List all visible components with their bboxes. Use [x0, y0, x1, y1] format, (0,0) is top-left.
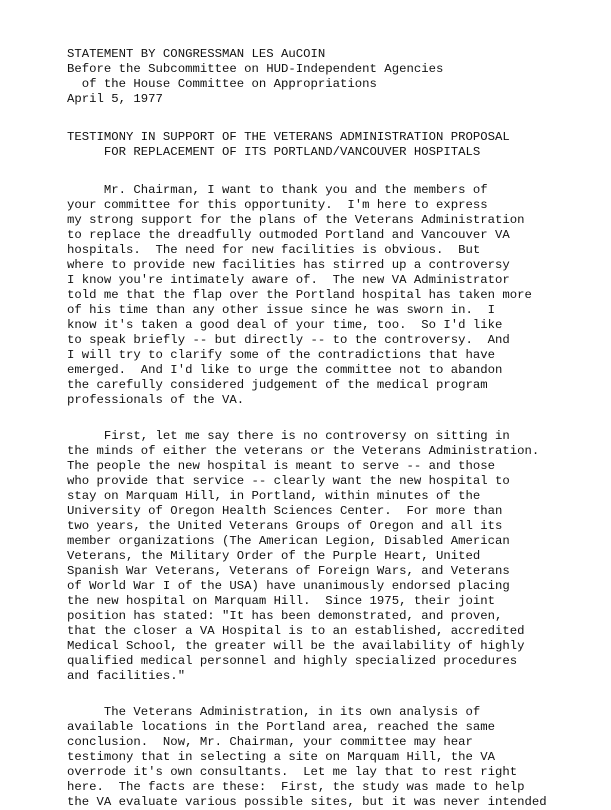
paragraph-2-line-2: the minds of either the veterans or the Veterans Administration.: [67, 444, 540, 458]
paragraph-2-line-8: member organizations (The American Legion, Disabled American: [67, 534, 510, 548]
paragraph-2-line-5: stay on Marquam Hill, in Portland, within minutes of the: [67, 489, 481, 503]
paragraph-1-line-2: your committee for this opportunity. I'm here to express: [67, 198, 488, 212]
paragraph-3-line-7: the VA evaluate various possible sites, but it was never intended: [67, 795, 547, 809]
paragraph-2-line-9: Veterans, the Military Order of the Purple Heart, United: [67, 549, 481, 563]
title-line-1: TESTIMONY IN SUPPORT OF THE VETERANS ADMINISTRATION PROPOSAL: [67, 130, 510, 144]
paragraph-2-line-1: First, let me say there is no controversy on sitting in: [67, 429, 510, 443]
paragraph-2-line-16: qualified medical personnel and highly specialized procedures: [67, 654, 518, 668]
paragraph-2-line-12: the new hospital on Marquam Hill. Since 1975, their joint: [67, 594, 496, 608]
paragraph-3-line-4: testimony that in selecting a site on Marquam Hill, the VA: [67, 750, 496, 764]
paragraph-1-line-15: professionals of the VA.: [67, 393, 245, 407]
paragraph-2-line-13: position has stated: "It has been demonstrated, and proven,: [67, 609, 503, 623]
paragraph-1-line-3: my strong support for the plans of the Veterans Administration: [67, 213, 525, 227]
paragraph-3-line-1: The Veterans Administration, in its own analysis of: [67, 705, 481, 719]
title-line-2: FOR REPLACEMENT OF ITS PORTLAND/VANCOUVER HOSPITALS: [67, 145, 481, 159]
paragraph-1-line-4: to replace the dreadfully outmoded Portland and Vancouver VA: [67, 228, 510, 242]
paragraph-3-line-5: overrode it's own consultants. Let me lay that to rest right: [67, 765, 518, 779]
paragraph-3-line-2: available locations in the Portland area, reached the same: [67, 720, 496, 734]
paragraph-2-line-3: The people the new hospital is meant to serve -- and those: [67, 459, 496, 473]
header-committee-line: of the House Committee on Appropriations: [67, 77, 377, 91]
paragraph-1-line-12: I will try to clarify some of the contradictions that have: [67, 348, 496, 362]
paragraph-1-line-7: I know you're intimately aware of. The new VA Administrator: [67, 273, 510, 287]
paragraph-1-line-14: the carefully considered judgement of the medical program: [67, 378, 488, 392]
paragraph-2-line-6: University of Oregon Health Sciences Center. For more than: [67, 504, 503, 518]
paragraph-1-line-11: to speak briefly -- but directly -- to the controversy. And: [67, 333, 510, 347]
header-before-line: Before the Subcommittee on HUD-Independent Agencies: [67, 62, 444, 76]
header-date-line: April 5, 1977: [67, 92, 163, 106]
paragraph-2-line-11: of World War I of the USA) have unanimously endorsed placing: [67, 579, 510, 593]
paragraph-1-line-6: where to provide new facilities has stirred up a controversy: [67, 258, 510, 272]
header-statement-line: STATEMENT BY CONGRESSMAN LES AuCOIN: [67, 47, 326, 61]
paragraph-2-line-10: Spanish War Veterans, Veterans of Foreign Wars, and Veterans: [67, 564, 510, 578]
paragraph-1-line-9: of his time than any other issue since he was sworn in. I: [67, 303, 496, 317]
paragraph-1-line-10: know it's taken a good deal of your time, too. So I'd like: [67, 318, 503, 332]
paragraph-2-line-15: Medical School, the greater will be the availability of highly: [67, 639, 525, 653]
paragraph-1-line-13: emerged. And I'd like to urge the committee not to abandon: [67, 363, 503, 377]
paragraph-2-line-4: who provide that service -- clearly want the new hospital to: [67, 474, 510, 488]
paragraph-2-line-7: two years, the United Veterans Groups of Oregon and all its: [67, 519, 503, 533]
paragraph-2-line-17: and facilities.": [67, 669, 186, 683]
paragraph-1-line-5: hospitals. The need for new facilities is obvious. But: [67, 243, 481, 257]
paragraph-1-line-1: Mr. Chairman, I want to thank you and the members of: [67, 183, 488, 197]
paragraph-2-line-14: that the closer a VA Hospital is to an established, accredited: [67, 624, 525, 638]
paragraph-3-line-6: here. The facts are these: First, the study was made to help: [67, 780, 525, 794]
paragraph-1-line-8: told me that the flap over the Portland hospital has taken more: [67, 288, 532, 302]
paragraph-3-line-3: conclusion. Now, Mr. Chairman, your committee may hear: [67, 735, 473, 749]
